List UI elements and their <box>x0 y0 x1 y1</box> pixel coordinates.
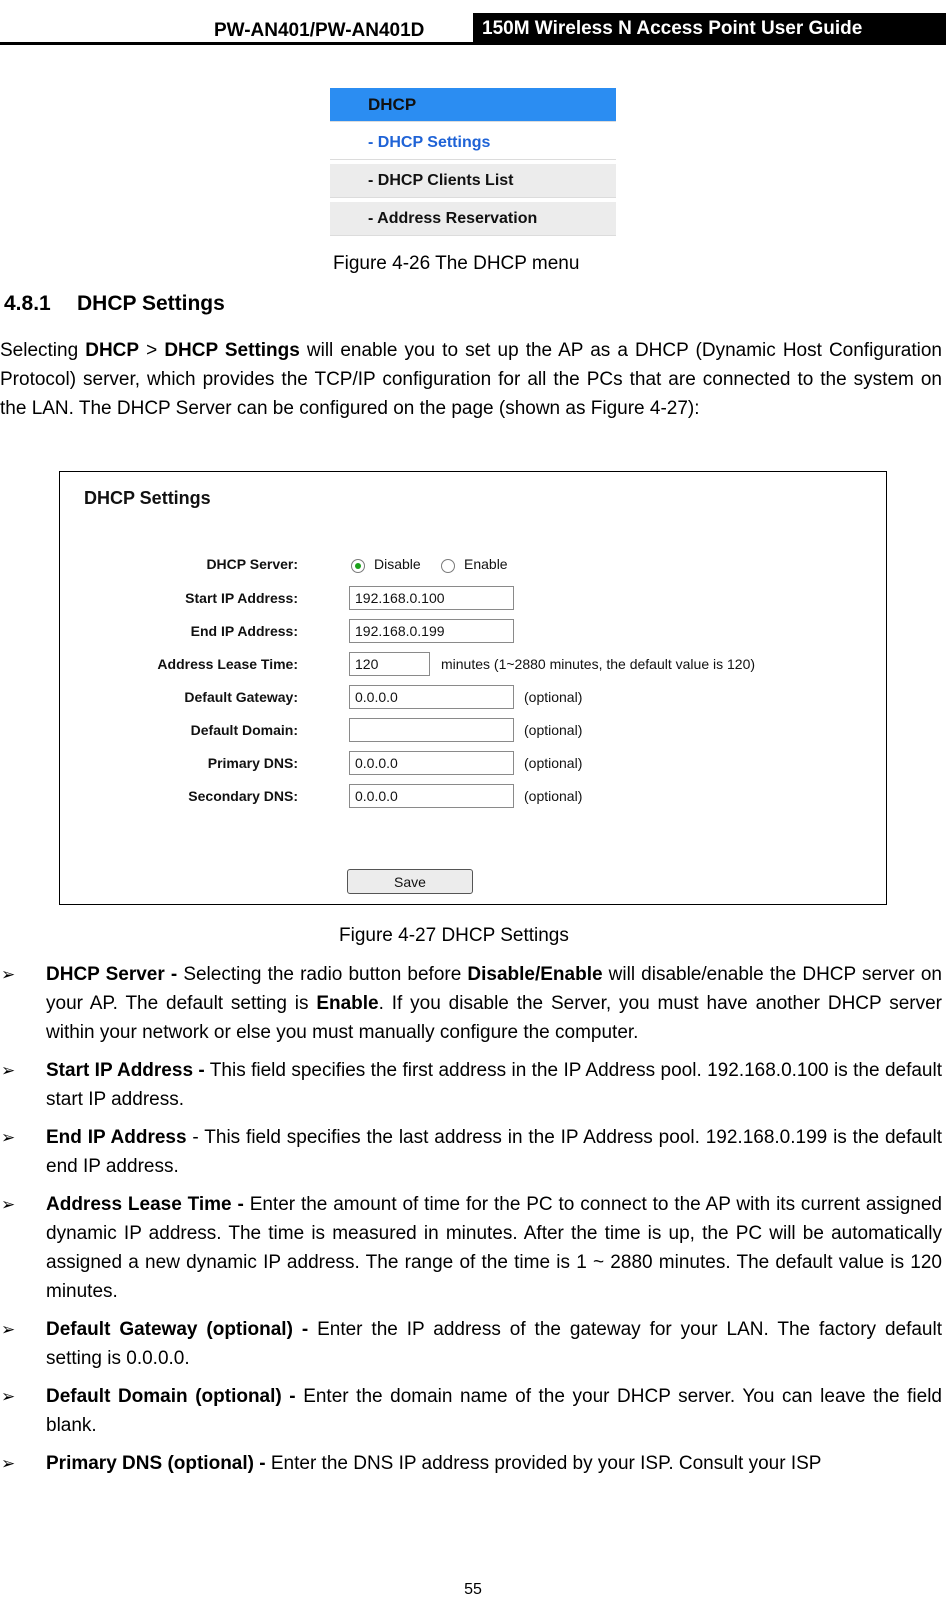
header-rule <box>0 42 946 45</box>
arrow-bullet-icon: ➢ <box>1 1454 16 1473</box>
dhcp-settings-figure <box>59 471 887 905</box>
default-domain-input[interactable] <box>349 718 514 742</box>
optional-note-secondary-dns: (optional) <box>524 788 583 804</box>
disable-radio[interactable] <box>351 559 365 573</box>
row-default-gateway <box>60 683 886 713</box>
enable-label: Enable <box>464 556 508 572</box>
arrow-bullet-icon: ➢ <box>1 1061 16 1080</box>
menu-item-dhcp[interactable]: DHCP <box>330 88 616 122</box>
optional-note-gateway: (optional) <box>524 689 583 705</box>
enable-radio[interactable] <box>441 559 455 573</box>
arrow-bullet-icon: ➢ <box>1 1320 16 1339</box>
bullet-dhcp-server: ➢ DHCP Server - Selecting the radio button before Disable/Enable will disable/enable the DHCP server on your AP. The default setting is Enable. If you disable the Server, you must have another DHCP server within your network or else you must manually configure the computer. <box>0 960 946 1047</box>
intro-paragraph: Selecting DHCP > DHCP Settings will enable you to set up the AP as a DHCP (Dynamic Host Configuration Protocol) server, which provides the TCP/IP configuration for all the PCs that are connected to the system on the LAN. The DHCP Server can be configured on the page (shown as Figure 4-27): <box>0 340 942 419</box>
arrow-bullet-icon: ➢ <box>1 965 16 984</box>
section-number: 4.8.1 <box>4 292 51 315</box>
end-ip-label: End IP Address: <box>190 623 298 639</box>
row-primary-dns <box>60 749 886 779</box>
default-domain-label: Default Domain: <box>190 722 298 738</box>
default-gateway-input[interactable]: 0.0.0.0 <box>349 685 514 709</box>
start-ip-label: Start IP Address: <box>185 590 298 606</box>
end-ip-input[interactable]: 192.168.0.199 <box>349 619 514 643</box>
dhcp-server-label: DHCP Server: <box>206 556 298 572</box>
arrow-bullet-icon: ➢ <box>1 1387 16 1406</box>
bullet-start-ip: ➢ Start IP Address - This field specifies the first address in the IP Address pool. 192.168.0.100 is the default start IP address. <box>0 1056 946 1114</box>
row-default-domain <box>60 716 886 746</box>
primary-dns-input[interactable]: 0.0.0.0 <box>349 751 514 775</box>
bullet-primary-dns: ➢ Primary DNS (optional) - Enter the DNS IP address provided by your ISP. Consult your ISP <box>0 1449 946 1478</box>
menu-item-address-reservation[interactable]: - Address Reservation <box>330 202 616 236</box>
menu-item-dhcp-settings[interactable]: - DHCP Settings <box>330 126 616 160</box>
lease-time-input[interactable]: 120 <box>349 652 430 676</box>
row-lease-time <box>60 650 886 680</box>
row-start-ip <box>60 584 886 614</box>
default-gateway-label: Default Gateway: <box>184 689 298 705</box>
optional-note-primary-dns: (optional) <box>524 755 583 771</box>
header-guide-title: 150M Wireless N Access Point User Guide <box>470 13 946 43</box>
page-number: 55 <box>464 1581 482 1598</box>
field-descriptions <box>0 960 946 1487</box>
header-separator <box>470 13 473 43</box>
figure-27-caption: Figure 4-27 DHCP Settings <box>339 925 569 946</box>
optional-note-domain: (optional) <box>524 722 583 738</box>
lease-time-label: Address Lease Time: <box>157 656 298 672</box>
row-secondary-dns <box>60 782 886 812</box>
row-end-ip <box>60 617 886 647</box>
bullet-default-gateway: ➢ Default Gateway (optional) - Enter the IP address of the gateway for your LAN. The factory default setting is 0.0.0.0. <box>0 1315 946 1373</box>
row-dhcp-server <box>60 550 886 580</box>
secondary-dns-label: Secondary DNS: <box>188 788 298 804</box>
disable-label: Disable <box>374 556 421 572</box>
section-title: DHCP Settings <box>77 292 225 315</box>
form-title: DHCP Settings <box>84 488 211 508</box>
start-ip-input[interactable]: 192.168.0.100 <box>349 586 514 610</box>
bullet-default-domain: ➢ Default Domain (optional) - Enter the domain name of the your DHCP server. You can leave the field blank. <box>0 1382 946 1440</box>
figure-26-caption: Figure 4-26 The DHCP menu <box>333 253 580 274</box>
secondary-dns-input[interactable]: 0.0.0.0 <box>349 784 514 808</box>
save-button[interactable]: Save <box>347 869 473 894</box>
dhcp-menu-figure <box>330 88 616 240</box>
bullet-lease-time: ➢ Address Lease Time - Enter the amount of time for the PC to connect to the AP with its current assigned dynamic IP address. The time is measured in minutes. After the time is up, the PC will be automatically assigned a new dynamic IP address. The range of the time is 1 ~ 2880 minutes. The default value is 120 minutes. <box>0 1190 946 1306</box>
lease-time-note: minutes (1~2880 minutes, the default value is 120) <box>441 656 756 672</box>
header-model: PW-AN401/PW-AN401D <box>214 20 425 41</box>
menu-item-dhcp-clients-list[interactable]: - DHCP Clients List <box>330 164 616 198</box>
arrow-bullet-icon: ➢ <box>1 1195 16 1214</box>
primary-dns-label: Primary DNS: <box>207 755 298 771</box>
bullet-end-ip: ➢ End IP Address - This field specifies the last address in the IP Address pool. 192.168.0.199 is the default end IP address. <box>0 1123 946 1181</box>
arrow-bullet-icon: ➢ <box>1 1128 16 1147</box>
